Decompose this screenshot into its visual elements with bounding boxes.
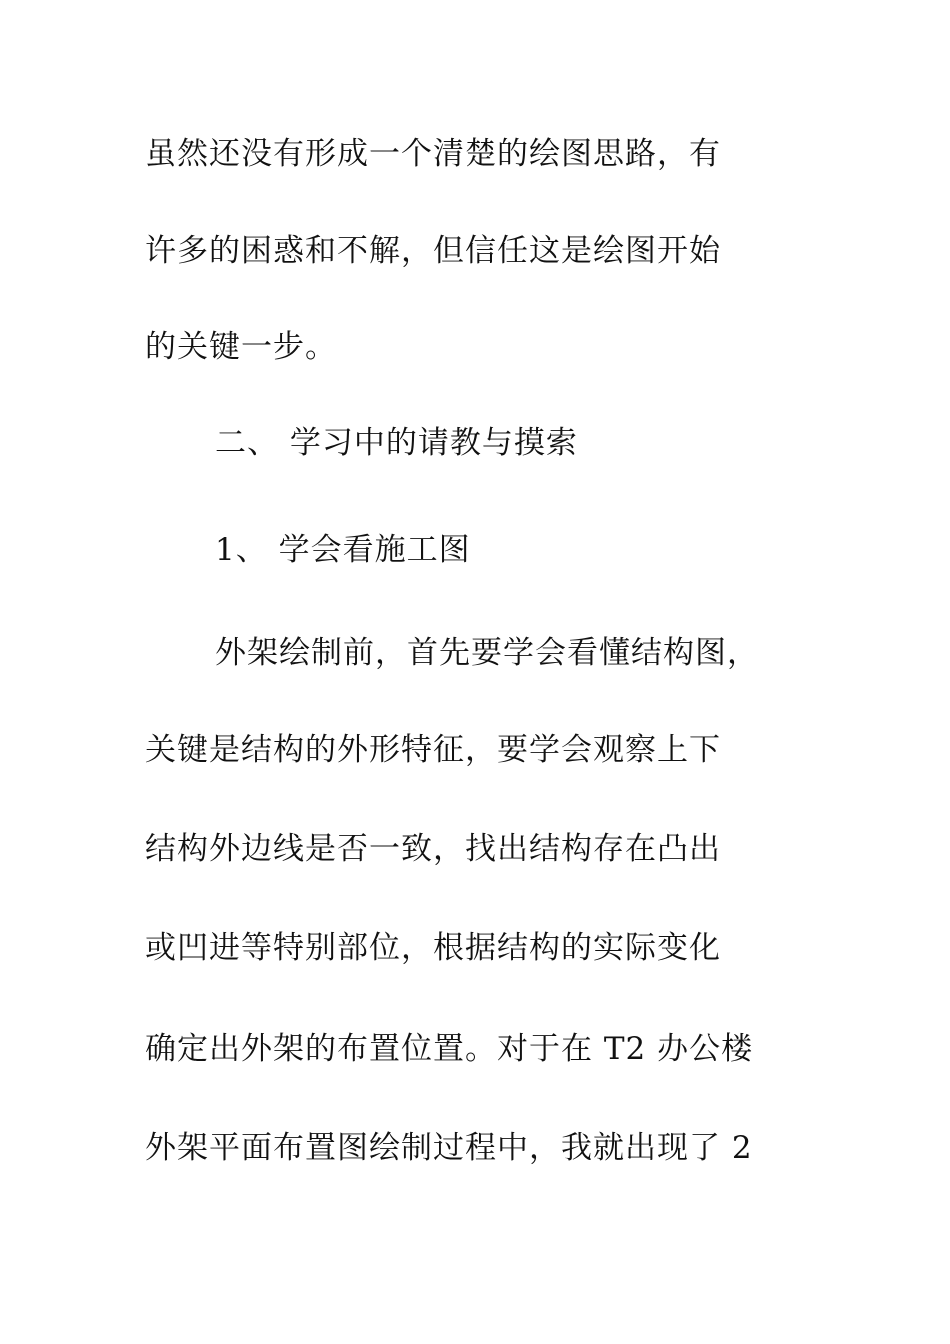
paragraph-line-3: 的关键一步。 (145, 329, 337, 365)
paragraph-line-7: 或凹进等特别部位，根据结构的实际变化 (145, 930, 721, 966)
paragraph-line-8: 确定出外架的布置位置。对于在 T2 办公楼 (145, 1031, 754, 1067)
paragraph-line-2: 许多的困惑和不解，但信任这是绘图开始 (145, 233, 721, 269)
section-heading: 二、 学习中的请教与摸索 (215, 425, 578, 461)
paragraph-line-5: 关键是结构的外形特征，要学会观察上下 (145, 732, 721, 768)
subsection-heading: 1、 学会看施工图 (215, 532, 471, 568)
paragraph-line-9: 外架平面布置图绘制过程中，我就出现了 2 (145, 1130, 753, 1166)
paragraph-line-6: 结构外边线是否一致，找出结构存在凸出 (145, 831, 721, 867)
paragraph-line-1: 虽然还没有形成一个清楚的绘图思路，有 (145, 136, 721, 172)
paragraph-line-4: 外架绘制前，首先要学会看懂结构图， (215, 635, 759, 671)
